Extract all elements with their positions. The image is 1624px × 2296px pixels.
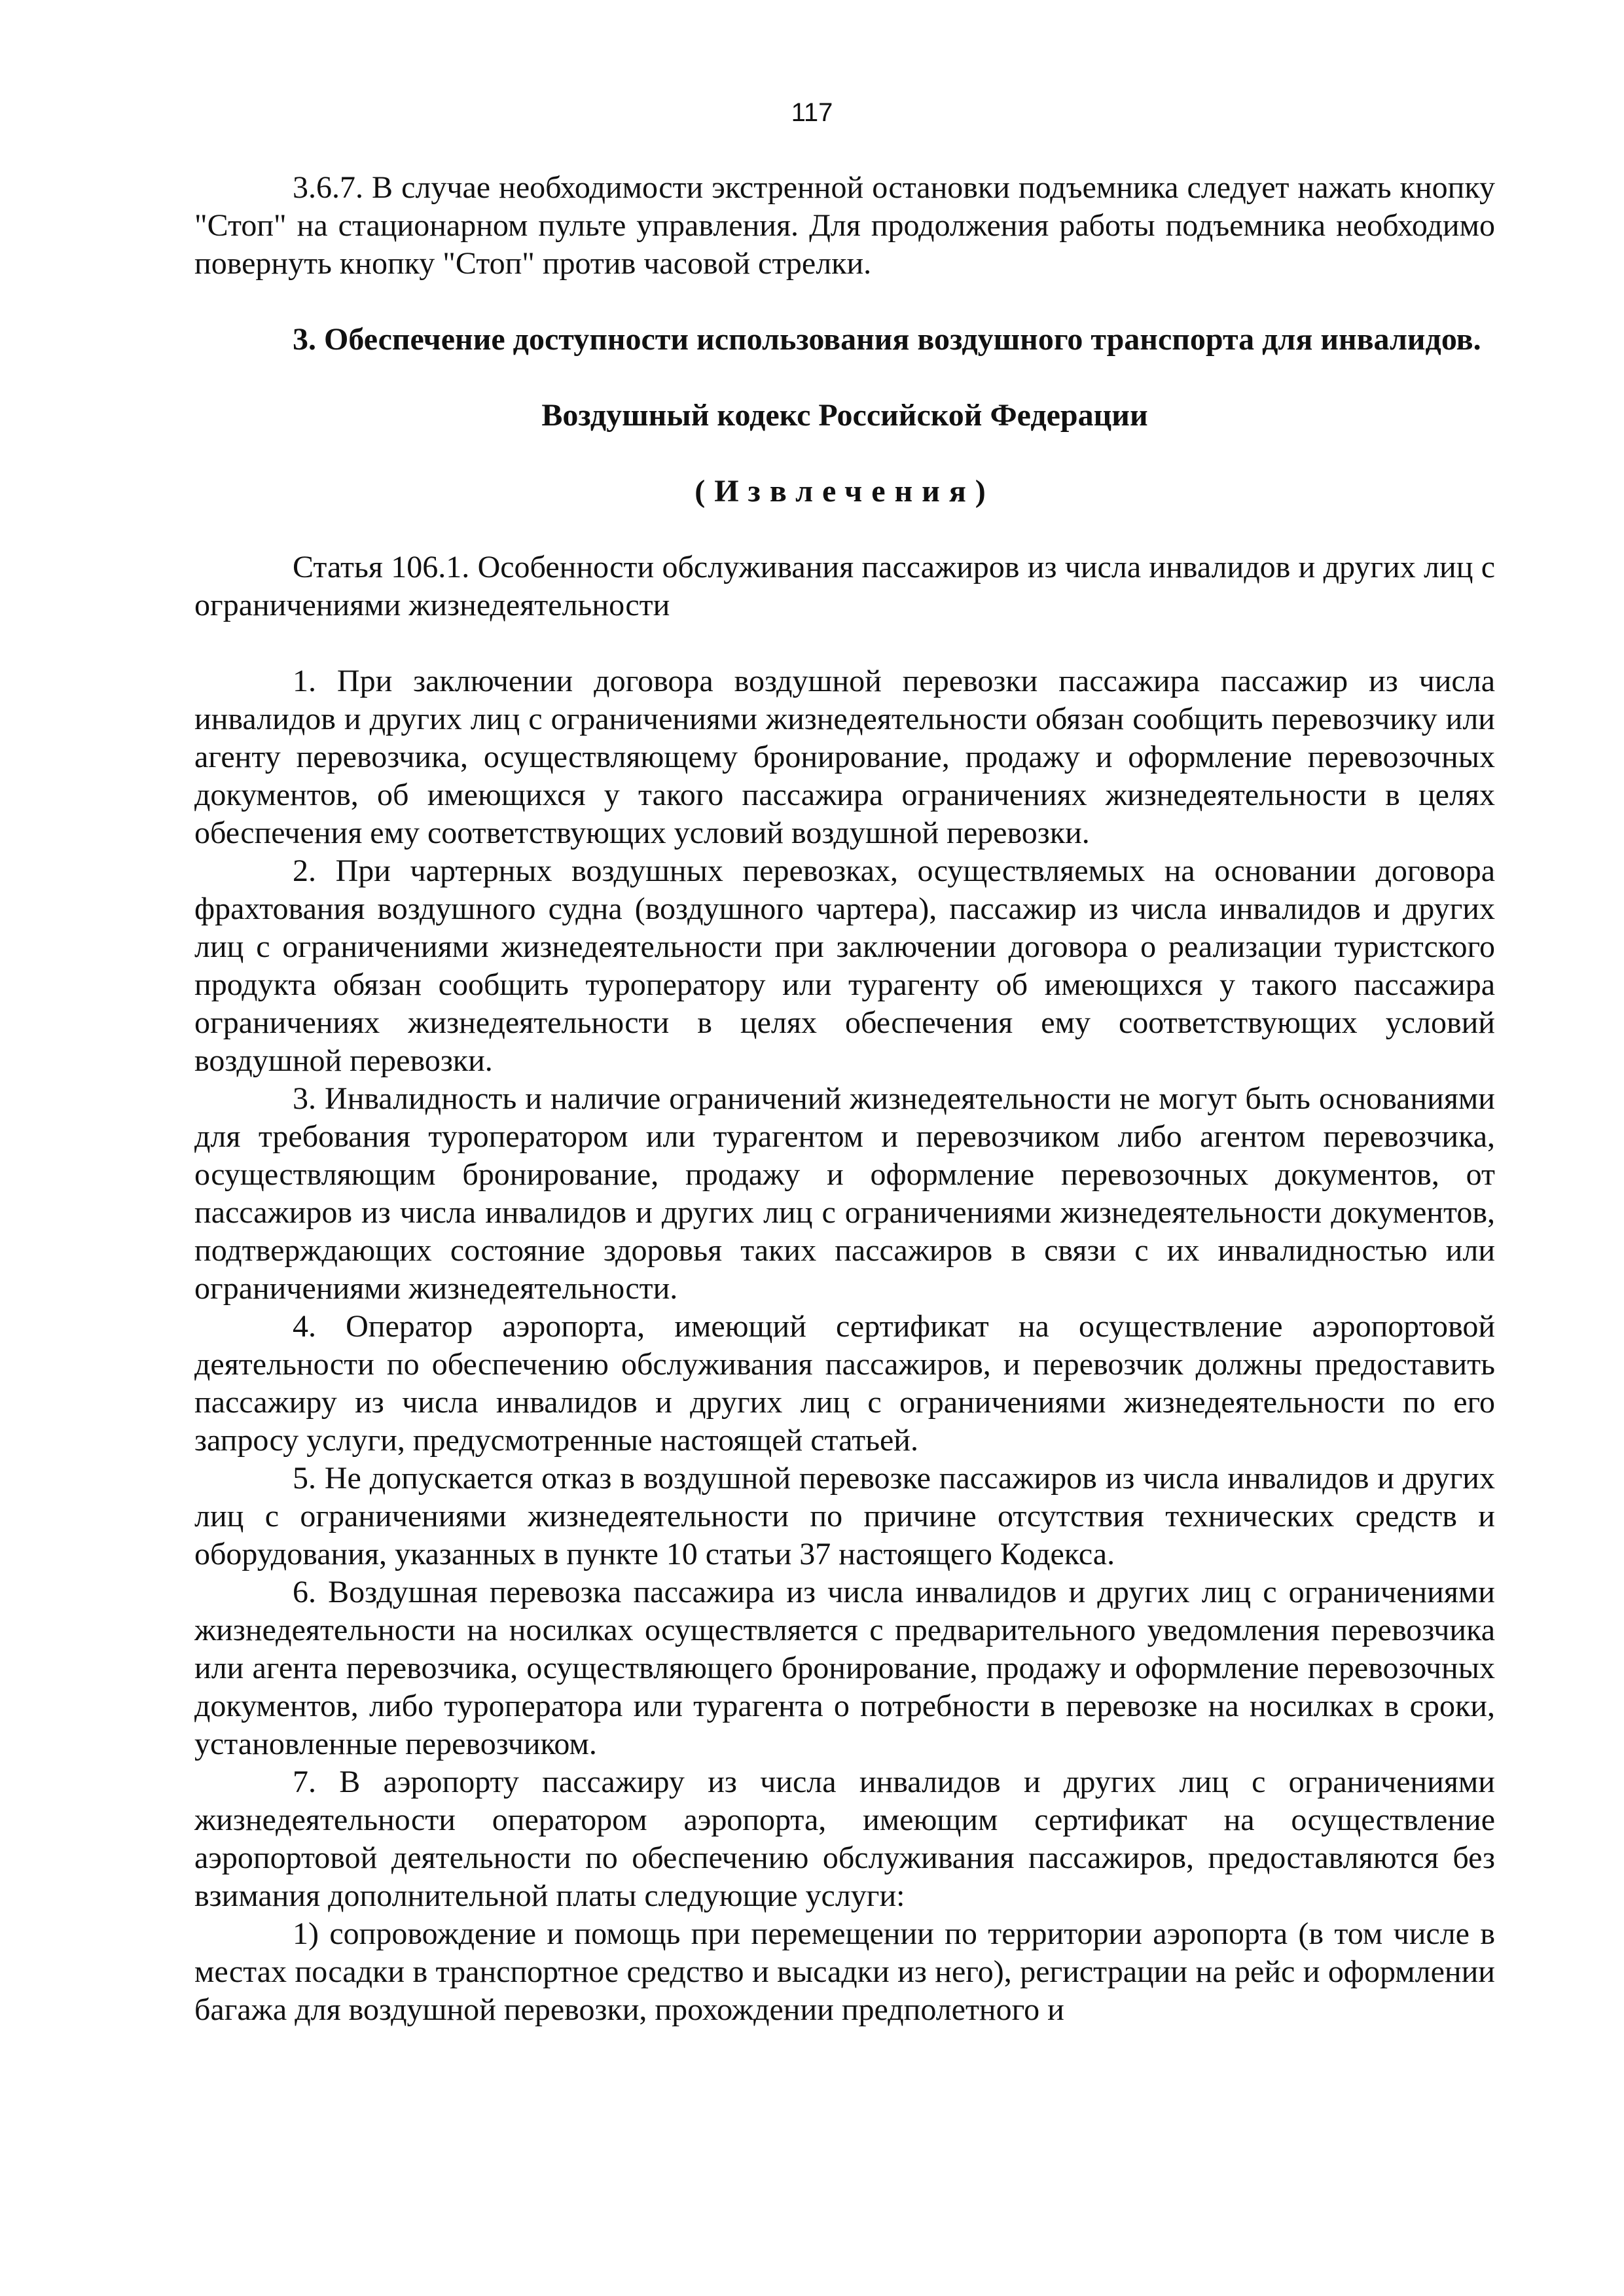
clause-5: 5. Не допускается отказ в воздушной перевозке пассажиров из числа инвалидов и других лиц с ограничениями жизнедеятельности по причине отсутствия технических средств и оборудования, указанных в пункте 10 статьи 37 настоящего Кодекса.: [194, 1461, 1495, 1571]
document-body: [194, 169, 1495, 2029]
section-heading: 3. Обеспечение доступности использования воздушного транспорта для инвалидов.: [293, 322, 1481, 357]
law-title: Воздушный кодекс Российской Федерации: [541, 398, 1148, 433]
clause-7: 7. В аэропорту пассажиру из числа инвалидов и других лиц с ограничениями жизнедеятельности оператором аэропорта, имеющим сертификат на осуществление аэропортовой деятельности по обеспечению обслуживания пассажиров, предоставляются без взимания дополнительной платы следующие услуги:: [194, 1765, 1495, 1913]
article-heading: Статья 106.1. Особенности обслуживания пассажиров из числа инвалидов и других лиц с ограничениями жизнедеятельности: [194, 550, 1495, 622]
clause-1: 1. При заключении договора воздушной перевозки пассажира пассажир из числа инвалидов и других лиц с ограничениями жизнедеятельности обязан сообщить перевозчику или агенту перевозчика, осуществляющему бронирование, продажу и оформление перевозочных документов, об имеющихся у такого пассажира ограничениях жизнедеятельности в целях обеспечения ему соответствующих условий воздушной перевозки.: [194, 664, 1495, 850]
clause-7-item-1: 1) сопровождение и помощь при перемещении по территории аэропорта (в том числе в местах посадки в транспортное средство и высадки из него), регистрации на рейс и оформлении багажа для воздушной перевозки, прохождении предполетного и: [194, 1916, 1495, 2027]
extract-label: (Извлечения): [695, 474, 995, 509]
clause-3: 3. Инвалидность и наличие ограничений жизнедеятельности не могут быть основаниями для требования туроператором или турагентом и перевозчиком либо агентом перевозчика, осуществляющим бронирование, продажу и оформление перевозочных документов, от пассажиров из числа инвалидов и других лиц с ограничениями жизнедеятельности документов, подтверждающих состояние здоровья таких пассажиров в связи с их инвалидностью или ограничениями жизнедеятельности.: [194, 1081, 1495, 1306]
clause-2: 2. При чартерных воздушных перевозках, осуществляемых на основании договора фрахтования воздушного судна (воздушного чартера), пассажир из числа инвалидов и других лиц с ограничениями жизнедеятельности при заключении договора о реализации туристского продукта обязан сообщить туроператору или турагенту об имеющихся у такого пассажира ограничениях жизнедеятельности в целях обеспечения ему соответствующих условий воздушной перевозки.: [194, 853, 1495, 1078]
page-number: 117: [791, 98, 833, 127]
paragraph-3-6-7: 3.6.7. В случае необходимости экстренной остановки подъемника следует нажать кнопку "Стоп" на стационарном пульте управления. Для продолжения работы подъемника необходимо повернуть кнопку "Стоп" против часовой стрелки.: [194, 170, 1495, 281]
clause-4: 4. Оператор аэропорта, имеющий сертификат на осуществление аэропортовой деятельности по обеспечению обслуживания пассажиров, и перевозчик должны предоставить пассажиру из числа инвалидов и других лиц с ограничениями жизнедеятельности по его запросу услуги, предусмотренные настоящей статьей.: [194, 1309, 1495, 1458]
clause-6: 6. Воздушная перевозка пассажира из числа инвалидов и других лиц с ограничениями жизнедеятельности на носилках осуществляется с предварительного уведомления перевозчика или агента перевозчика, осуществляющего бронирование, продажу и оформление перевозочных документов, либо туроператора или турагента о потребности в перевозке на носилках в сроки, установленные перевозчиком.: [194, 1575, 1495, 1761]
